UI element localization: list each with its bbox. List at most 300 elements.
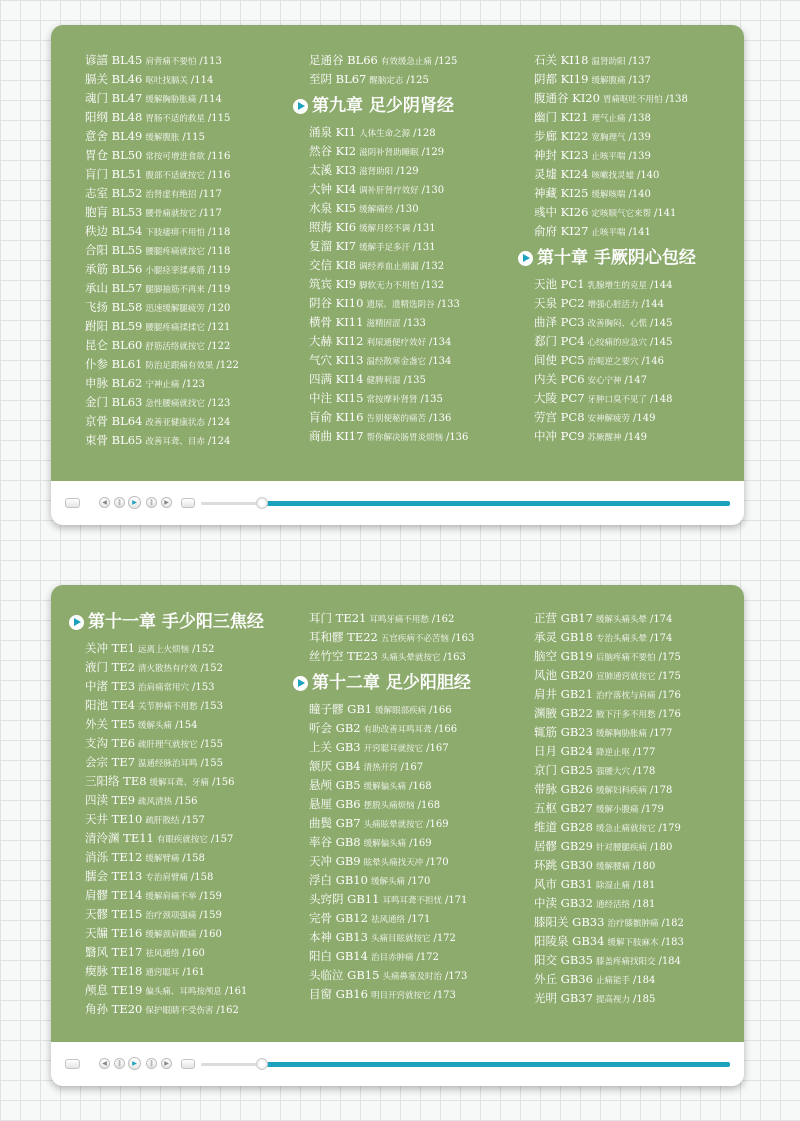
chapter-heading[interactable] <box>309 89 468 123</box>
acupoint-name: 胞肓 BL53 <box>85 205 143 219</box>
acupoint-name: 渊腋 GB22 <box>534 706 593 720</box>
acupoint-name: 承灵 GB18 <box>534 630 593 644</box>
acupoint-name: 彧中 KI26 <box>534 205 589 219</box>
toc-entry[interactable] <box>309 985 474 1004</box>
acupoint-description: 提高视力 <box>595 995 630 1005</box>
toc-entry[interactable] <box>85 1000 264 1019</box>
page-number: /136 <box>428 413 452 424</box>
toc-entry[interactable] <box>534 647 684 666</box>
toc-entry[interactable] <box>85 146 239 165</box>
toc-entry[interactable] <box>309 51 468 70</box>
progress-handle[interactable] <box>256 1058 268 1070</box>
toc-entry[interactable] <box>309 408 468 427</box>
page-number: /173 <box>433 990 456 1001</box>
acupoint-name: 肩井 GB21 <box>534 687 593 701</box>
toc-entry[interactable] <box>534 427 696 446</box>
toc-entry[interactable] <box>85 108 239 127</box>
acupoint-description: 胃痛呕吐不用怕 <box>602 95 663 105</box>
acupoint-description: 远离上火烦恼 <box>138 645 190 655</box>
toc-entry[interactable] <box>85 848 264 867</box>
acupoint-description: 宽胸理气 <box>591 133 626 143</box>
acupoint-description: 缓急止痛就按它 <box>595 824 656 834</box>
page-number: /135 <box>420 394 443 405</box>
acupoint-description: 防治足跟痛有效果 <box>145 361 214 371</box>
acupoint-description: 治目赤肿痛 <box>370 953 414 963</box>
toc-entry[interactable] <box>309 947 474 966</box>
acupoint-name: 居髎 GB29 <box>534 839 593 853</box>
toc-entry[interactable] <box>85 317 239 336</box>
acupoint-description: 温经散寒金盏它 <box>366 357 426 367</box>
acupoint-description: 缓解月经不调 <box>359 224 411 234</box>
page-number: /129 <box>396 166 419 177</box>
acupoint-description: 治肩痛常用穴 <box>138 683 190 693</box>
page-number: /133 <box>403 318 426 329</box>
acupoint-description: 改善耳聋、目赤 <box>145 437 205 447</box>
page-number: /184 <box>658 956 681 967</box>
toc-entry[interactable] <box>309 628 474 647</box>
toc-entry[interactable] <box>534 913 684 932</box>
toc-entry[interactable] <box>534 370 696 389</box>
acupoint-name: 然谷 KI2 <box>309 144 357 158</box>
toc-entry[interactable] <box>309 814 474 833</box>
toc-entry[interactable] <box>309 332 468 351</box>
toc-entry[interactable] <box>534 275 696 294</box>
toc-entry[interactable] <box>309 161 468 180</box>
page-number: /131 <box>413 223 436 234</box>
acupoint-name: 脑空 GB19 <box>534 649 593 663</box>
toc-entry[interactable] <box>85 374 239 393</box>
page-number: /175 <box>658 652 681 663</box>
page-number: /121 <box>207 322 231 333</box>
page-number: /162 <box>216 1005 239 1016</box>
toc-entry[interactable] <box>309 351 468 370</box>
toc-entry[interactable] <box>309 275 468 294</box>
acupoint-name: 天泉 PC2 <box>534 296 585 310</box>
page-number: /181 <box>632 880 656 891</box>
acupoint-description: 安心宁神 <box>587 376 622 386</box>
acupoint-description: 改善亚健康状态 <box>145 418 205 428</box>
acupoint-description: 眩晕头痛找天冲 <box>363 858 424 868</box>
acupoint-description: 胃肠不适的救星 <box>145 114 205 124</box>
toc-column <box>534 51 696 446</box>
toc-entry[interactable] <box>309 256 468 275</box>
toc-entry[interactable] <box>309 199 468 218</box>
acupoint-description: 温通经脉治耳鸣 <box>138 759 198 769</box>
toc-entry[interactable] <box>85 753 264 772</box>
toc-entry[interactable] <box>85 336 239 355</box>
acupoint-description: 健脾利湿 <box>366 376 401 386</box>
toc-entry[interactable] <box>534 837 684 856</box>
toc-entry[interactable] <box>534 165 696 184</box>
toc-entry[interactable] <box>309 700 474 719</box>
acupoint-description: 调补肝肾疗效好 <box>359 186 419 196</box>
page-number: /172 <box>416 952 439 963</box>
toc-entry[interactable] <box>85 677 264 696</box>
toc-entry[interactable] <box>85 791 264 810</box>
page-number: /140 <box>636 170 660 181</box>
acupoint-description: 治肾虚有绝招 <box>145 190 197 200</box>
toc-entry[interactable] <box>309 313 468 332</box>
chapter-title: 第九章 足少阴肾经 <box>312 96 454 116</box>
acupoint-name: 飞扬 BL58 <box>85 300 143 314</box>
chapter-title: 第十章 手厥阴心包经 <box>537 248 696 268</box>
acupoint-description: 腰腿疼痛揉揉它 <box>145 323 205 333</box>
toc-entry[interactable] <box>309 833 474 852</box>
page-number: /176 <box>658 709 681 720</box>
acupoint-description: 腿脚抽筋不再来 <box>145 285 205 295</box>
toc-entry[interactable] <box>309 909 474 928</box>
page-number: /184 <box>632 975 656 986</box>
acupoint-name: 劳宫 PC8 <box>534 410 585 424</box>
toc-entry[interactable] <box>85 734 264 753</box>
acupoint-description: 缓解下肢麻木 <box>607 938 659 948</box>
acupoint-name: 至阴 BL67 <box>309 72 367 86</box>
toc-entry[interactable] <box>309 427 468 446</box>
toc-entry[interactable] <box>309 928 474 947</box>
toc-column <box>309 51 468 446</box>
acupoint-description: 缓解手足多汗 <box>359 243 411 253</box>
toc-entry[interactable] <box>85 867 264 886</box>
toc-entry[interactable] <box>309 142 468 161</box>
page-number: /119 <box>207 265 231 276</box>
toc-entry[interactable] <box>534 704 684 723</box>
toc-entry[interactable] <box>534 89 696 108</box>
play-circle-icon <box>518 251 533 266</box>
acupoint-description: 改善胸闷、心慌 <box>587 319 648 329</box>
acupoint-name: 曲泽 PC3 <box>534 315 585 329</box>
toc-entry[interactable] <box>534 875 684 894</box>
toc-entry[interactable] <box>534 685 684 704</box>
acupoint-description: 针对腰腿疾病 <box>595 843 647 853</box>
acupoint-description: 宣肺通窍就按它 <box>595 672 656 682</box>
toc-entry[interactable] <box>534 184 696 203</box>
page-number: /159 <box>199 891 222 902</box>
toc-entry[interactable] <box>534 628 684 647</box>
acupoint-name: 筑宾 KI9 <box>309 277 357 291</box>
toc-entry[interactable] <box>534 70 696 89</box>
page-number: /163 <box>451 633 475 644</box>
toc-entry[interactable] <box>534 723 684 742</box>
acupoint-description: 缓解耳聋、牙痛 <box>149 778 210 788</box>
toc-entry[interactable] <box>85 431 239 450</box>
page-number: /154 <box>175 720 198 731</box>
acupoint-name: 幽门 KI21 <box>534 110 589 124</box>
progress-handle[interactable] <box>256 497 268 509</box>
toc-entry[interactable] <box>309 757 474 776</box>
toc-entry[interactable] <box>534 294 696 313</box>
page-number: /173 <box>444 971 468 982</box>
acupoint-description: 有效缓急止痛 <box>380 57 432 67</box>
page-number: /168 <box>417 800 441 811</box>
toc-entry[interactable] <box>534 313 696 332</box>
acupoint-description: 呕吐找膈关 <box>145 76 188 86</box>
acupoint-name: 阳池 TE4 <box>85 698 136 712</box>
acupoint-description: 头痛目眩就按它 <box>370 934 431 944</box>
acupoint-name: 膝阳关 GB33 <box>534 915 605 929</box>
toc-entry[interactable] <box>309 795 474 814</box>
play-icon[interactable]: ▶ <box>128 496 141 509</box>
acupoint-description: 偏头痛、耳鸣按颅息 <box>145 987 222 997</box>
page-number: /125 <box>434 56 458 67</box>
toc-entry[interactable] <box>85 70 239 89</box>
chapter-heading[interactable] <box>534 241 696 275</box>
page-number: /119 <box>207 284 231 295</box>
toc-column <box>85 51 239 450</box>
acupoint-description: 治疗落枕与肩痛 <box>595 691 656 701</box>
acupoint-description: 有眼疾就按它 <box>156 835 208 845</box>
toc-entry[interactable] <box>85 355 239 374</box>
acupoint-name: 阳陵泉 GB34 <box>534 934 605 948</box>
page-number: /158 <box>190 872 214 883</box>
player-right-button[interactable] <box>181 1059 195 1069</box>
toc-entry[interactable] <box>534 222 696 241</box>
acupoint-description: 治疗颈项强痛 <box>145 911 197 921</box>
acupoint-name: 臑会 TE13 <box>85 869 143 883</box>
toc-entry[interactable] <box>309 294 468 313</box>
toc-entry[interactable] <box>309 776 474 795</box>
toc-entry[interactable] <box>309 852 474 871</box>
play-icon[interactable]: ▶ <box>128 1057 141 1070</box>
toc-entry[interactable] <box>534 146 696 165</box>
acupoint-description: 腋下汗多不用愁 <box>595 710 656 720</box>
acupoint-description: 理气止痛 <box>591 114 626 124</box>
progress-fill <box>263 1062 730 1067</box>
toc-entry[interactable] <box>534 332 696 351</box>
toc-entry[interactable] <box>534 351 696 370</box>
step-forward-icon[interactable]: ‖ <box>146 1058 157 1069</box>
toc-entry[interactable] <box>309 123 468 142</box>
acupoint-description: 咳嗽找灵墟 <box>591 171 634 181</box>
toc-entry[interactable] <box>85 241 239 260</box>
page-number: /174 <box>649 633 673 644</box>
toc-entry[interactable] <box>534 951 684 970</box>
fast-forward-icon[interactable]: ▶ <box>161 1058 172 1069</box>
player-left-button[interactable] <box>65 498 80 508</box>
toc-entry[interactable] <box>85 962 264 981</box>
page-number: /140 <box>628 189 651 200</box>
toc-entry[interactable] <box>85 829 264 848</box>
toc-entry[interactable] <box>85 260 239 279</box>
acupoint-description: 头痛眩晕就按它 <box>363 820 424 830</box>
toc-entry[interactable] <box>534 666 684 685</box>
toc-entry[interactable] <box>309 719 474 738</box>
toc-entry[interactable] <box>309 389 468 408</box>
toc-entry[interactable] <box>309 218 468 237</box>
acupoint-description: 专治肩臂痛 <box>145 873 188 883</box>
acupoint-description: 乳腺增生的克星 <box>587 281 648 291</box>
toc-entry[interactable] <box>85 393 239 412</box>
acupoint-description: 强腰大穴 <box>595 767 630 777</box>
toc-entry[interactable] <box>85 89 239 108</box>
toc-entry[interactable] <box>85 905 264 924</box>
step-back-icon[interactable]: ‖ <box>114 1058 125 1069</box>
page-number: /138 <box>665 94 688 105</box>
acupoint-name: 天冲 GB9 <box>309 854 361 868</box>
acupoint-description: 缓解头痛 <box>370 877 405 887</box>
acupoint-name: 外关 TE5 <box>85 717 136 731</box>
toc-entry[interactable] <box>85 165 239 184</box>
toc-entry[interactable] <box>534 932 684 951</box>
player-right-button[interactable] <box>181 498 195 508</box>
acupoint-name: 瞳子髎 GB1 <box>309 702 373 716</box>
acupoint-name: 郄门 PC4 <box>534 334 585 348</box>
toc-entry[interactable] <box>85 943 264 962</box>
acupoint-name: 阳纲 BL48 <box>85 110 143 124</box>
toc-entry[interactable] <box>534 389 696 408</box>
toc-panel-2 <box>51 585 744 1042</box>
acupoint-name: 谚譆 BL45 <box>85 53 143 67</box>
acupoint-name: 腹通谷 KI20 <box>534 91 600 105</box>
page-number: /116 <box>207 170 231 181</box>
acupoint-name: 金门 BL63 <box>85 395 143 409</box>
page-number: /120 <box>207 303 231 314</box>
toc-entry[interactable] <box>309 609 474 628</box>
toc-entry[interactable] <box>534 799 684 818</box>
toc-entry[interactable] <box>309 890 474 909</box>
page-number: /156 <box>212 777 235 788</box>
toc-entry[interactable] <box>85 981 264 1000</box>
toc-entry[interactable] <box>85 924 264 943</box>
acupoint-description: 止咳平喘 <box>591 152 626 162</box>
rewind-icon[interactable]: ◀ <box>99 497 110 508</box>
page-number: /135 <box>403 375 426 386</box>
acupoint-description: 耳鸣牙痛不用愁 <box>369 615 429 625</box>
page-number: /170 <box>426 857 449 868</box>
acupoint-name: 神藏 KI25 <box>534 186 589 200</box>
page-number: /145 <box>650 337 673 348</box>
acupoint-description: 滋肾助阳 <box>359 167 394 177</box>
acupoint-name: 角孙 TE20 <box>85 1002 143 1016</box>
acupoint-description: 头痛头晕就按它 <box>380 653 441 663</box>
toc-entry[interactable] <box>534 127 696 146</box>
toc-entry[interactable] <box>534 970 684 989</box>
toc-entry[interactable] <box>85 184 239 203</box>
acupoint-name: 复溜 KI7 <box>309 239 357 253</box>
acupoint-name: 承山 BL57 <box>85 281 143 295</box>
toc-entry[interactable] <box>534 108 696 127</box>
chapter-heading[interactable] <box>85 605 264 639</box>
toc-entry[interactable] <box>309 237 468 256</box>
toc-entry[interactable] <box>534 51 696 70</box>
toc-entry[interactable] <box>85 222 239 241</box>
toc-entry[interactable] <box>309 738 474 757</box>
toc-entry[interactable] <box>309 70 468 89</box>
toc-entry[interactable] <box>85 298 239 317</box>
page-number: /160 <box>182 948 205 959</box>
toc-entry[interactable] <box>309 180 468 199</box>
chapter-title: 第十二章 足少阳胆经 <box>312 673 471 693</box>
acupoint-name: 外丘 GB36 <box>534 972 593 986</box>
toc-entry[interactable] <box>85 412 239 431</box>
toc-entry[interactable] <box>85 127 239 146</box>
fast-forward-icon[interactable]: ▶ <box>161 497 172 508</box>
acupoint-name: 灵墟 KI24 <box>534 167 589 181</box>
page-number: /177 <box>649 728 673 739</box>
toc-entry[interactable] <box>309 370 468 389</box>
toc-entry[interactable] <box>85 279 239 298</box>
page-number: /182 <box>661 918 684 929</box>
page-number: /125 <box>406 75 429 86</box>
toc-entry[interactable] <box>85 810 264 829</box>
toc-entry[interactable] <box>534 780 684 799</box>
acupoint-name: 昆仑 BL60 <box>85 338 143 352</box>
toc-column <box>534 609 684 1008</box>
toc-entry[interactable] <box>85 51 239 70</box>
acupoint-name: 太溪 KI3 <box>309 163 357 177</box>
acupoint-name: 头窍阴 GB11 <box>309 892 380 906</box>
step-back-icon[interactable]: ‖ <box>114 497 125 508</box>
page-number: /144 <box>650 280 673 291</box>
acupoint-name: 仆参 BL61 <box>85 357 143 371</box>
page-number: /146 <box>641 356 664 367</box>
acupoint-description: 专治头痛头晕 <box>595 634 647 644</box>
toc-entry[interactable] <box>534 818 684 837</box>
acupoint-name: 曲鬓 GB7 <box>309 816 361 830</box>
acupoint-description: 安神解疲劳 <box>587 414 631 424</box>
page-number: /179 <box>641 804 664 815</box>
rewind-icon[interactable]: ◀ <box>99 1058 110 1069</box>
acupoint-description: 滋精固涩 <box>366 319 401 329</box>
acupoint-name: 秩边 BL54 <box>85 224 143 238</box>
acupoint-name: 支沟 TE6 <box>85 736 136 750</box>
toc-entry[interactable] <box>534 761 684 780</box>
acupoint-description: 通经活络 <box>595 900 630 910</box>
page-number: /145 <box>650 318 673 329</box>
player-left-button[interactable] <box>65 1059 80 1069</box>
acupoint-description: 疏风清热 <box>138 797 173 807</box>
toc-entry[interactable] <box>309 966 474 985</box>
toc-entry[interactable] <box>85 639 264 658</box>
step-forward-icon[interactable]: ‖ <box>146 497 157 508</box>
acupoint-name: 光明 GB37 <box>534 991 593 1005</box>
acupoint-description: 心绞痛的应急穴 <box>587 338 648 348</box>
toc-entry[interactable] <box>534 989 684 1008</box>
acupoint-name: 志室 BL52 <box>85 186 143 200</box>
acupoint-name: 消泺 TE12 <box>85 850 143 864</box>
toc-entry[interactable] <box>534 742 684 761</box>
acupoint-description: 清热开窍 <box>363 763 398 773</box>
toc-column <box>309 609 474 1004</box>
acupoint-name: 束骨 BL65 <box>85 433 143 447</box>
acupoint-name: 四满 KI14 <box>309 372 364 386</box>
toc-entry[interactable] <box>85 696 264 715</box>
toc-entry[interactable] <box>534 609 684 628</box>
toc-entry[interactable] <box>85 772 264 791</box>
media-player-bar <box>65 1056 730 1072</box>
page-number: /163 <box>443 652 466 663</box>
toc-entry[interactable] <box>85 886 264 905</box>
toc-entry[interactable] <box>534 203 696 222</box>
acupoint-description: 帮你解决肠胃炎烦恼 <box>366 433 443 443</box>
page-number: /159 <box>199 910 222 921</box>
chapter-title: 第十一章 手少阳三焦经 <box>88 612 264 632</box>
toc-entry[interactable] <box>85 203 239 222</box>
toc-entry[interactable] <box>85 658 264 677</box>
acupoint-description: 宁神止痛 <box>145 380 180 390</box>
toc-entry[interactable] <box>534 894 684 913</box>
toc-entry[interactable] <box>85 715 264 734</box>
progress-fill <box>263 501 730 506</box>
acupoint-description: 清火散热有疗效 <box>138 664 198 674</box>
toc-entry[interactable] <box>309 871 474 890</box>
acupoint-name: 颅息 TE19 <box>85 983 143 997</box>
toc-entry[interactable] <box>309 647 474 666</box>
chapter-heading[interactable] <box>309 666 474 700</box>
page-number: /169 <box>426 819 449 830</box>
toc-entry[interactable] <box>534 408 696 427</box>
acupoint-name: 阳交 GB35 <box>534 953 593 967</box>
toc-entry[interactable] <box>534 856 684 875</box>
